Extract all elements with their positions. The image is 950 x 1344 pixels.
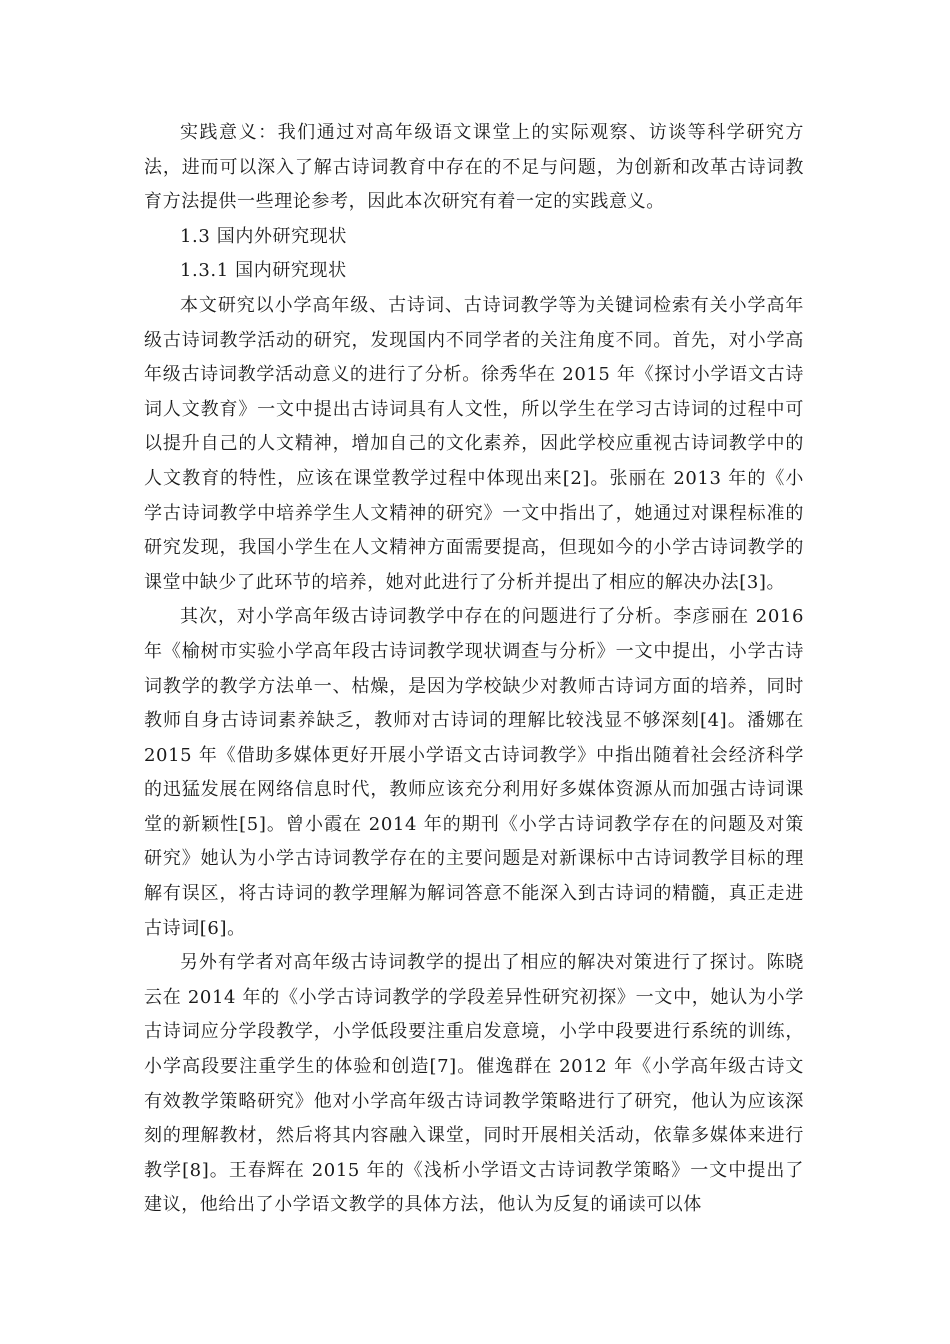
section-heading: 1.3 国内外研究现状 <box>180 225 347 247</box>
body-paragraph-3: 另外有学者对高年级古诗词教学的提出了相应的解决对策进行了探讨。陈晓云在 2014 年的《小学古诗词教学的学段差异性研究初探》一文中，她认为小学古诗词应分学段教学，小学低段要注重启发意境，小学中段要进行系统的训练，小学高段要注重学生的体验和创造[7]。催逸群在 2012 年《小学高年级古诗文有效教学策略研究》他对小学高年级古诗词教学策略进行了研究，他认为应该深刻的理解教材，然后将其内容融入课堂，同时开展相关活动，依靠多媒体来进行教学[8]。王春辉在 2015 年的《浅析小学语文古诗词教学策略》一文中提出了建议，他给出了小学语文教学的具体方法，他认为反复的诵读可以体 <box>144 952 804 1216</box>
subsection-heading: 1.3.1 国内研究现状 <box>180 260 347 282</box>
body-paragraph-1: 本文研究以小学高年级、古诗词、古诗词教学等为关键词检索有关小学高年级古诗词教学活动的研究，发现国内不同学者的关注角度不同。首先，对小学高年级古诗词教学活动意义的进行了分析。徐秀华在 2015 年《探讨小学语文古诗词人文教育》一文中提出古诗词具有人文性，所以学生在学习古诗词的过程中可以提升自己的人文精神，增加自己的文化素养，因此学校应重视古诗词教学中的人文教育的特性，应该在课堂教学过程中体现出来[2]。张丽在 2013 年的《小学古诗词教学中培养学生人文精神的研究》一文中指出了，她通过对课程标准的 研究发现，我国小学生在人文精神方面需要提高，但现如今的小学古诗词教学的课堂中缺少了此环节的培养，她对此进行了分析并提出了相应的解决办法[3]。 <box>144 294 804 593</box>
body-paragraph-2: 其次，对小学高年级古诗词教学中存在的问题进行了分析。李彦丽在 2016 年《榆树市实验小学高年段古诗词教学现状调查与分析》一文中提出，小学古诗词教学的教学方法单一、枯燥，是因为学校缺少对教师古诗词方面的培养，同时教师自身古诗词素养缺乏，教师对古诗词的理解比较浅显不够深刻[4]。潘娜在 2015 年《借助多媒体更好开展小学语文古诗词教学》中指出随着社会经济科学的迅猛发展在网络信息时代，教师应该充分利用好多媒体资源从而加强古诗词课堂的新颖性[5]。曾小霞在 2014 年的期刊《小学古诗词教学存在的问题及对策研究》她认为小学古诗词教学存在的主要问题是对新课标中古诗词教学目标的理解有误区，将古诗词的教学理解为解词答意不能深入到古诗词的精髓，真正走进古诗词[6]。 <box>144 606 804 939</box>
document-body <box>144 116 804 1223</box>
practice-significance-paragraph: 实践意义：我们通过对高年级语文课堂上的实际观察、访谈等科学研究方法，进而可以深入了解古诗词教育中存在的不足与问题，为创新和改革古诗词教育方法提供一些理论参考，因此本次研究有着一定的实践意义。 <box>144 122 804 213</box>
